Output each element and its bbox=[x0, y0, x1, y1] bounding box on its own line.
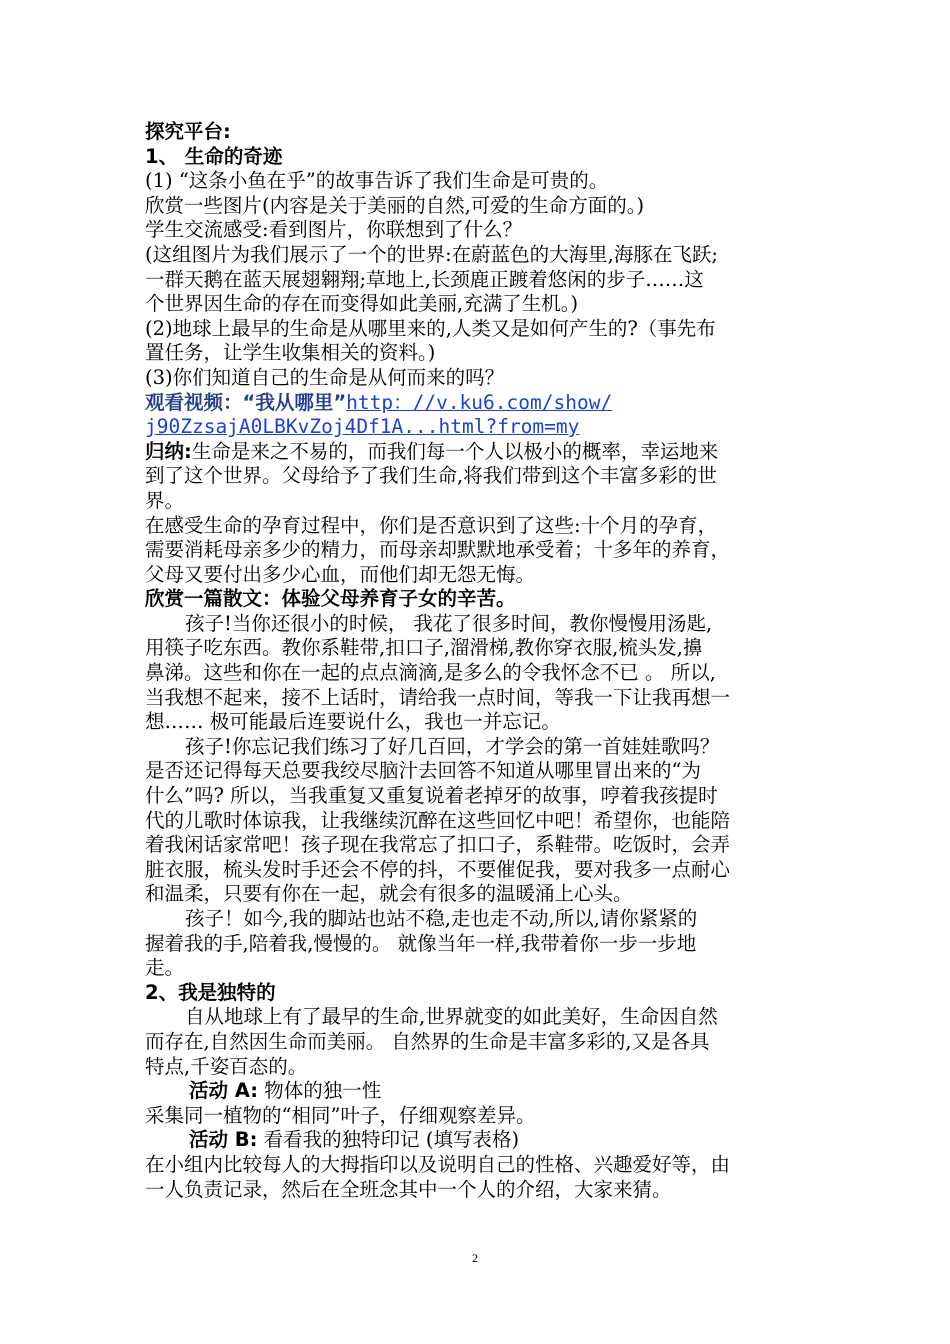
page-number: 2 bbox=[472, 1251, 478, 1265]
prose-line: 脏衣服，梳头发时手还会不停的抖，不要催促我，要对我多一点耐心 bbox=[145, 857, 731, 881]
video-link-line-2 bbox=[145, 415, 815, 440]
activity-a-description: 采集同一植物的“相同”叶子，仔细观察差异。 bbox=[145, 1103, 536, 1127]
video-link[interactable]: http：//v.ku6.com/show/ bbox=[346, 390, 613, 414]
prose-line: 鼻涕。这些和你在一起的点点滴滴,是多么的令我怀念不已 。 所以, bbox=[145, 661, 716, 685]
summary-label: 归纳: bbox=[145, 439, 192, 463]
text-line: 特点,千姿百态的。 bbox=[145, 1054, 308, 1078]
text-line: 界。 bbox=[145, 488, 185, 512]
prose-title: 欣赏一篇散文：体验父母养育子女的辛苦。 bbox=[145, 587, 516, 611]
activity-b bbox=[145, 1128, 815, 1153]
section-2-title: 2、我是独特的 bbox=[145, 980, 276, 1004]
prose-line: 着我闲话家常吧！孩子现在我常忘了扣口子，系鞋带。吃饭时，会弄 bbox=[145, 833, 731, 857]
prose-line: 当我想不起来，接不上话时，请给我一点时间，等我一下让我再想一 bbox=[145, 685, 731, 709]
document-body bbox=[145, 120, 815, 1202]
prose-line: 什么”吗? 所以，当我重复又重复说着老掉牙的故事，哼着我孩提时 bbox=[145, 784, 718, 808]
activity-b-description: 一人负责记录，然后在全班念其中一个人的介绍，大家来猜。 bbox=[145, 1177, 672, 1201]
prose-line: 是否还记得每天总要我绞尽脑汁去回答不知道从哪里冒出来的“为 bbox=[145, 759, 701, 783]
text-line: 而存在,自然因生命而美丽。 自然界的生命是丰富多彩的,又是各具 bbox=[145, 1029, 710, 1053]
text-line: (3)你们知道自己的生命是从何而来的吗？ bbox=[145, 365, 505, 389]
activity-a bbox=[145, 1079, 815, 1104]
prose-line: 用筷子吃东西。教你系鞋带,扣口子,溜滑梯,教你穿衣服,梳头发,擤 bbox=[145, 636, 703, 660]
summary-text: 生命是来之不易的，而我们每一个人以极小的概率，幸运地来 bbox=[191, 439, 719, 463]
text-line: (2)地球上最早的生命是从哪里来的,人类又是如何产生的?（事先布 bbox=[145, 316, 716, 340]
video-link-continued[interactable]: j90ZzsajA0LBKvZoj4Df1A...html?from=my bbox=[145, 415, 580, 439]
text-line: (这组图片为我们展示了一个的世界:在蔚蓝色的大海里,海豚在飞跃; bbox=[145, 242, 718, 266]
text-line: 一群天鹅在蓝天展翅翱翔;草地上,长颈鹿正踱着悠闲的步子……这 bbox=[145, 267, 704, 291]
text-line: 父母又要付出多少心血，而他们却无怨无悔。 bbox=[145, 562, 536, 586]
text-line: 学生交流感受:看到图片，你联想到了什么？ bbox=[145, 218, 523, 242]
text-line: (1) “这条小鱼在乎”的故事告诉了我们生命是可贵的。 bbox=[145, 169, 609, 193]
text-line: 自从地球上有了最早的生命,世界就变的如此美好，生命因自然 bbox=[185, 1005, 718, 1029]
prose-line: 和温柔，只要有你在一起，就会有很多的温暖涌上心头。 bbox=[145, 882, 633, 906]
video-line bbox=[145, 391, 815, 416]
activity-b-description: 在小组内比较每人的大拇指印以及说明自己的性格、兴趣爱好等，由 bbox=[145, 1152, 731, 1176]
text-line: 在感受生命的孕育过程中，你们是否意识到了这些:十个月的孕育， bbox=[145, 513, 718, 537]
activity-a-label: 活动 A: bbox=[189, 1079, 259, 1103]
prose-line: 握着我的手,陪着我,慢慢的。 就像当年一样,我带着你一步一步地 bbox=[145, 931, 697, 955]
text-line: 欣赏一些图片(内容是关于美丽的自然,可爱的生命方面的。) bbox=[145, 193, 645, 217]
text-line: 需要消耗母亲多少的精力，而母亲却默默地承受着；十多年的养育， bbox=[145, 538, 731, 562]
section-1-title: 1、 生命的奇迹 bbox=[145, 144, 283, 168]
prose-line: 孩子!当你还很小的时候， 我花了很多时间，教你慢慢用汤匙, bbox=[185, 611, 713, 635]
page-heading: 探究平台: bbox=[145, 120, 231, 143]
activity-b-label: 活动 B: bbox=[189, 1128, 258, 1152]
prose-line: 代的儿歌时体谅我，让我继续沉醉在这些回忆中吧！希望你，也能陪 bbox=[145, 808, 731, 832]
activity-b-text: 看看我的独特印记 (填写表格) bbox=[257, 1128, 520, 1152]
text-line: 个世界因生命的存在而变得如此美丽,充满了生机。) bbox=[145, 292, 579, 316]
prose-line: 走。 bbox=[145, 956, 185, 980]
prose-line: 孩子！如今,我的脚站也站不稳,走也走不动,所以,请你紧紧的 bbox=[185, 907, 698, 930]
summary-first-line bbox=[145, 440, 815, 465]
prose-line: 想…… 极可能最后连要说什么，我也一并忘记。 bbox=[145, 710, 561, 734]
text-line: 到了这个世界。父母给予了我们生命,将我们带到这个丰富多彩的世 bbox=[145, 464, 717, 488]
prose-line: 孩子!你忘记我们练习了好几百回，才学会的第一首娃娃歌吗？ bbox=[185, 734, 720, 758]
text-line: 置任务，让学生收集相关的资料。) bbox=[145, 341, 436, 365]
video-label: 观看视频：“我从哪里” bbox=[145, 390, 347, 414]
section-1-paragraphs bbox=[145, 169, 815, 390]
activity-a-text: 物体的独一性 bbox=[258, 1079, 382, 1103]
